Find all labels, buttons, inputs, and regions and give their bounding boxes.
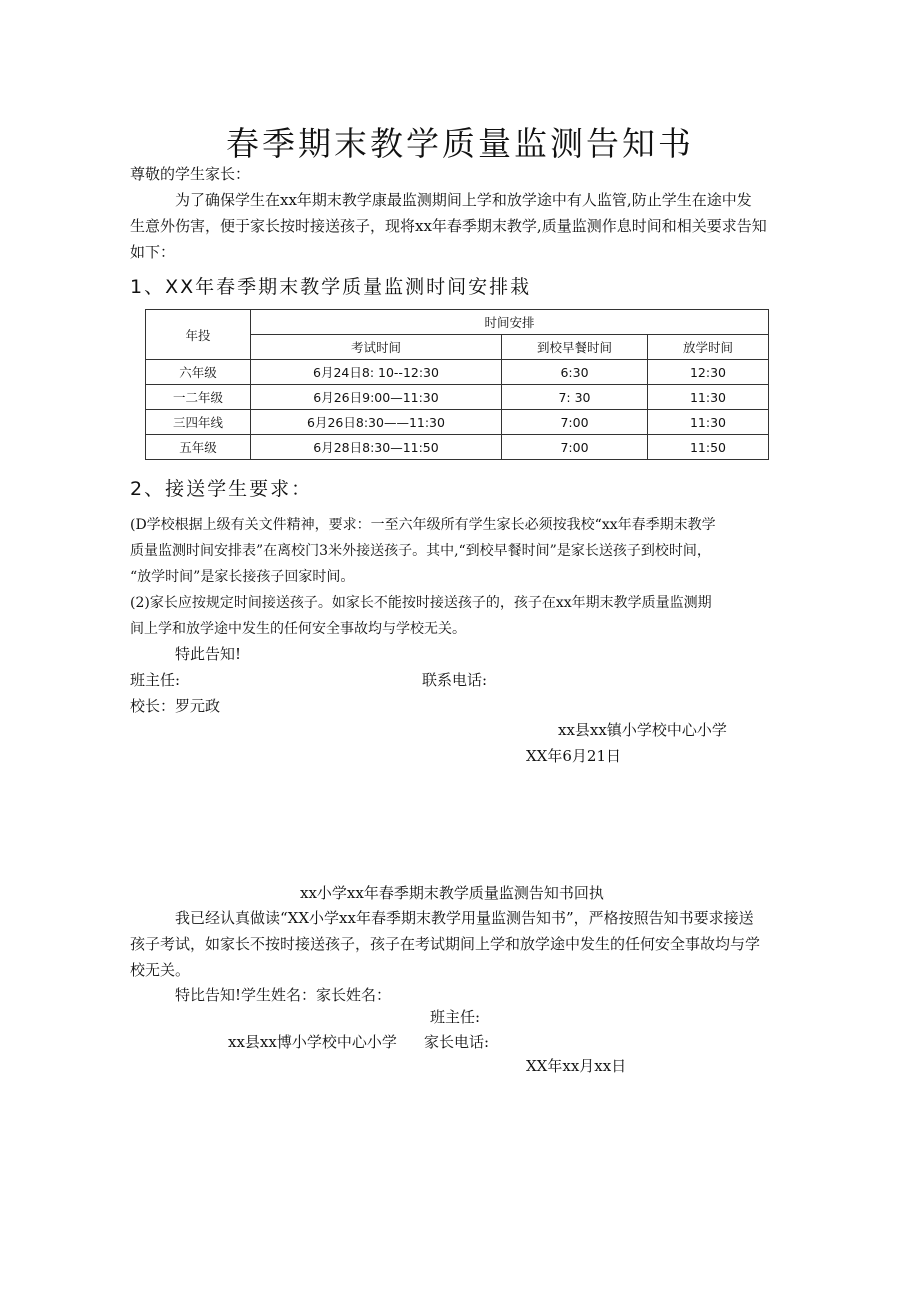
schedule-table xyxy=(145,309,769,460)
row-dismissal: 11:30 xyxy=(648,385,769,410)
header-grade: 年投 xyxy=(146,310,251,360)
receipt-class-teacher: 班主任: xyxy=(430,1008,481,1026)
row-dismissal: 11:30 xyxy=(648,410,769,435)
intro-line-1: 为了确保学生在xx年期末教学康最监测期间上学和放学途中有人监管,防止学生在途中发 xyxy=(175,191,752,209)
row-arrival: 6:30 xyxy=(502,360,648,385)
phone-label: 联系电话: xyxy=(422,671,488,689)
receipt-line-1: 我已经认真做读“XX小学xx年春季期末教学用量监测告知书”，严格按照告知书要求接送 xyxy=(175,909,754,927)
row-arrival: 7: 30 xyxy=(502,385,648,410)
receipt-title: xx小学xx年春季期末教学质量监测告知书回执 xyxy=(300,884,604,902)
receipt-school: xx县xx博小学校中心小学 xyxy=(228,1033,397,1051)
class-teacher-label: 班主任: xyxy=(130,671,181,689)
row-dismissal: 11:50 xyxy=(648,435,769,460)
principal: 校长：罗元政 xyxy=(130,697,221,715)
req1-line-2: 质量监测时间安排表”在离校门3米外接送孩子。其中,“到校早餐时间”是家长送孩子到校时间， xyxy=(130,543,711,559)
intro-line-3: 如下： xyxy=(130,243,176,261)
receipt-line-3: 校无关。 xyxy=(130,961,191,979)
greeting: 尊敬的学生家长： xyxy=(130,165,251,183)
row-grade: 五年级 xyxy=(146,435,251,460)
row-grade: 一二年级 xyxy=(146,385,251,410)
notice-title: 春季期末教学质量监测告知书 xyxy=(226,124,694,163)
receipt-closing: 特比告知!学生姓名：家长姓名： xyxy=(175,986,392,1004)
receipt-line-2: 孩子考试，如家长不按时接送孩子，孩子在考试期间上学和放学途中发生的任何安全事故均与学 xyxy=(130,935,761,953)
row-exam: 6月28日8:30—11:50 xyxy=(251,435,502,460)
section2-heading: 2、接送学生要求： xyxy=(130,478,313,500)
req1-line-3: “放学时间”是家长接孩子回家时间。 xyxy=(130,569,355,585)
intro-line-2: 生意外伤害，便于家长按时接送孩子，现将xx年春季期末教学,质量监测作息时间和相关要求告知 xyxy=(130,217,767,235)
row-exam: 6月24日8: 10--12:30 xyxy=(251,360,502,385)
row-exam: 6月26日8:30——11:30 xyxy=(251,410,502,435)
req2-line-2: 间上学和放学途中发生的任何安全事故均与学校无关。 xyxy=(130,621,466,637)
req2-line-1: (2)家长应按规定时间接送孩子。如家长不能按时接送孩子的，孩子在xx年期末教学质量监测期 xyxy=(130,595,712,611)
row-arrival: 7:00 xyxy=(502,410,648,435)
table-row xyxy=(146,385,769,410)
header-dismissal-time: 放学时间 xyxy=(648,335,769,360)
table-row xyxy=(146,410,769,435)
notice-date: XX年6月21日 xyxy=(526,747,621,765)
row-arrival: 7:00 xyxy=(502,435,648,460)
table-row xyxy=(146,360,769,385)
receipt-date: XX年xx月xx日 xyxy=(526,1057,627,1075)
header-arrival-time: 到校早餐时间 xyxy=(502,335,648,360)
header-exam-time: 考试时间 xyxy=(251,335,502,360)
school-name: xx县xx镇小学校中心小学 xyxy=(558,721,727,739)
closing-text: 特此告知! xyxy=(175,645,242,663)
row-grade: 六年级 xyxy=(146,360,251,385)
table-row xyxy=(146,435,769,460)
row-dismissal: 12:30 xyxy=(648,360,769,385)
section1-heading: 1、XX年春季期末教学质量监测时间安排栽 xyxy=(130,276,532,298)
receipt-phone-label: 家长电话: xyxy=(424,1033,490,1051)
req1-line-1: (D学校根据上级有关文件精神，要求：一至六年级所有学生家长必须按我校“xx年春季期末教学 xyxy=(130,517,716,533)
row-grade: 三四年线 xyxy=(146,410,251,435)
row-exam: 6月26日9:00—11:30 xyxy=(251,385,502,410)
header-time-group: 时间安排 xyxy=(251,310,769,335)
